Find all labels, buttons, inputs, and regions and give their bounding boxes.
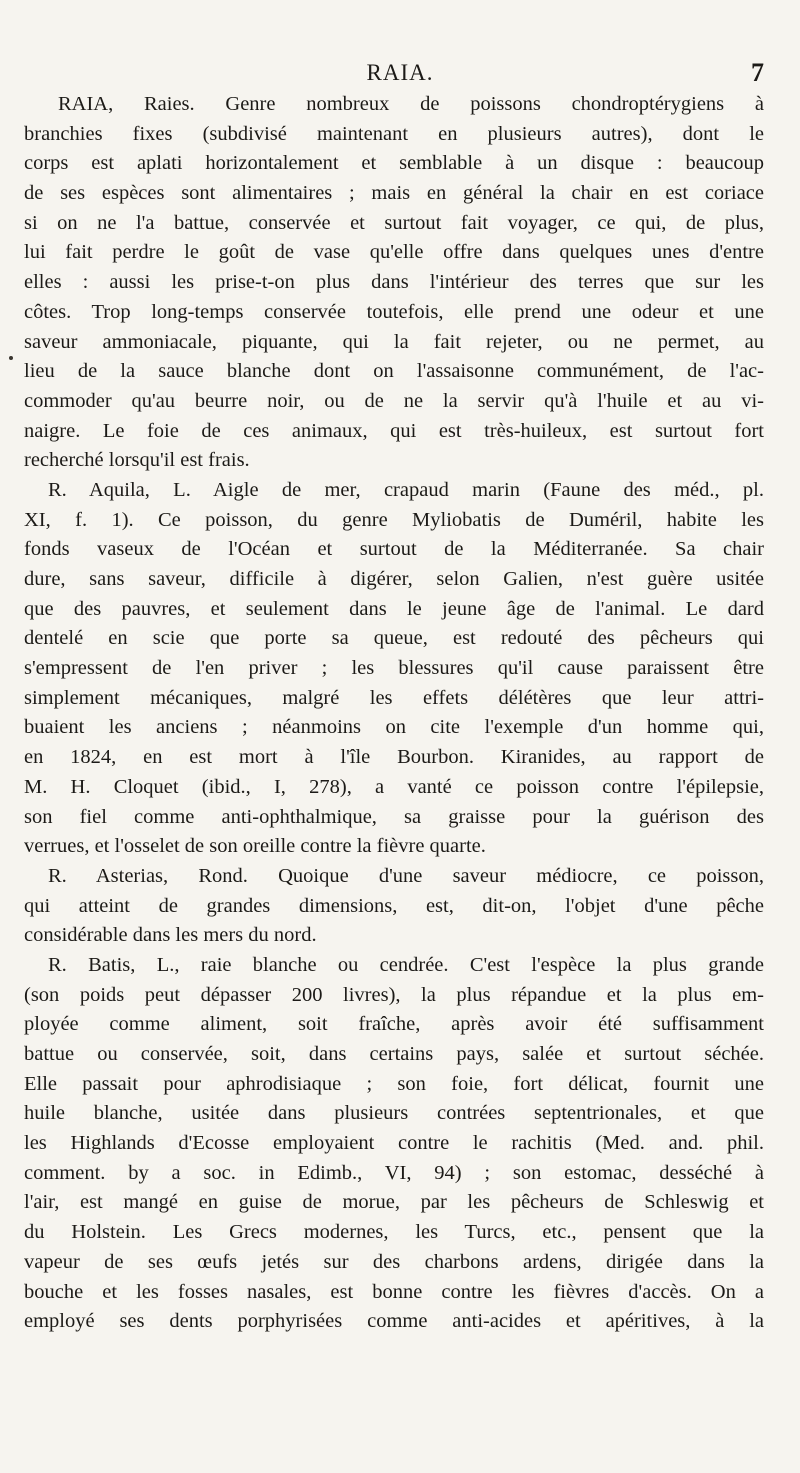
text-line: qui atteint de grandes dimensions, est, dit-on, l'objet d'une pêche xyxy=(24,894,764,917)
text-line: que des pauvres, et seulement dans le jeune âge de l'animal. Le dard xyxy=(24,597,764,620)
text-line: battue ou conservée, soit, dans certains pays, salée et surtout séchée. xyxy=(24,1043,764,1065)
text-line: son fiel comme anti-ophthalmique, sa graisse pour la guérison des xyxy=(24,805,764,828)
text-line: de ses espèces sont alimentaires ; mais en général la chair en est coriace xyxy=(24,182,764,205)
text-line: lui fait perdre le goût de vase qu'elle offre dans quelques unes d'entre xyxy=(24,241,764,264)
text-line: si on ne l'a battue, conservée et surtout fait voyager, ce qui, de plus, xyxy=(24,211,764,234)
text-line: les Highlands d'Ecosse employaient contre le rachitis (Med. and. phil. xyxy=(24,1132,764,1155)
text-line: buaient les anciens ; néanmoins on cite l'exemple d'un homme qui, xyxy=(24,716,764,739)
text-line: R. Batis, L., raie blanche ou cendrée. C'est l'espèce la plus grande xyxy=(48,953,764,976)
text-line: en 1824, en est mort à l'île Bourbon. Kiranides, au rapport de xyxy=(24,746,764,769)
text-line: s'empressent de l'en priver ; les blessures qu'il cause paraissent être xyxy=(24,657,764,680)
text-body xyxy=(24,90,764,1337)
entry-batis xyxy=(24,951,764,1337)
text-line: naigre. Le foie de ces animaux, qui est très-huileux, est surtout fort xyxy=(24,419,764,442)
text-line: recherché lorsqu'il est frais. xyxy=(24,449,250,472)
text-line: dentelé en scie que porte sa queue, est redouté des pêcheurs qui xyxy=(24,627,764,650)
text-line: vapeur de ses œufs jetés sur des charbons ardens, dirigée dans la xyxy=(24,1250,764,1273)
text-line: comment. by a soc. in Edimb., VI, 94) ; son estomac, desséché à xyxy=(24,1161,764,1184)
text-line: corps est aplati horizontalement et semblable à un disque : beaucoup xyxy=(24,152,764,175)
text-line: employé ses dents porphyrisées comme anti-acides et apéritives, à la xyxy=(24,1310,764,1333)
text-line: simplement mécaniques, malgré les effets délétères que leur attri- xyxy=(24,686,764,709)
text-line: ployée comme aliment, soit fraîche, après avoir été suffisamment xyxy=(24,1013,764,1036)
text-line: considérable dans les mers du nord. xyxy=(24,924,317,947)
text-line: elles : aussi les prise-t-on plus dans l'intérieur des terres que sur les xyxy=(24,271,764,294)
entry-aquila xyxy=(24,476,764,862)
running-title: RAIA. xyxy=(366,60,434,85)
page-number: 7 xyxy=(751,58,764,87)
text-line: (son poids peut dépasser 200 livres), la plus répandue et la plus em- xyxy=(24,983,764,1006)
text-line: Elle passait pour aphrodisiaque ; son foie, fort délicat, fournit une xyxy=(24,1072,764,1095)
text-line: XI, f. 1). Ce poisson, du genre Myliobatis de Duméril, habite les xyxy=(24,508,764,531)
text-line: lieu de la sauce blanche dont on l'assaisonne communément, de l'ac- xyxy=(24,360,764,383)
text-line: RAIA, Raies. Genre nombreux de poissons chondroptérygiens à xyxy=(58,93,764,115)
ink-speck xyxy=(9,356,13,360)
text-line: commoder qu'au beurre noir, ou de ne la servir qu'à l'huile et au vi- xyxy=(24,389,764,412)
text-line: l'air, est mangé en guise de morue, par les pêcheurs de Schleswig et xyxy=(24,1191,764,1214)
text-line: dure, sans saveur, difficile à digérer, selon Galien, n'est guère usitée xyxy=(24,568,764,590)
text-line: R. Aquila, L. Aigle de mer, crapaud marin (Faune des méd., pl. xyxy=(48,478,764,501)
text-line: M. H. Cloquet (ibid., I, 278), a vanté ce poisson contre l'épilepsie, xyxy=(24,775,764,798)
entry-raia xyxy=(24,90,764,476)
text-line: bouche et les fosses nasales, est bonne contre les fièvres d'accès. On a xyxy=(24,1280,764,1303)
text-line: fonds vaseux de l'Océan et surtout de la Méditerranée. Sa chair xyxy=(24,538,764,561)
text-line: R. Asterias, Rond. Quoique d'une saveur médiocre, ce poisson, xyxy=(48,864,764,887)
text-line: verrues, et l'osselet de son oreille contre la fièvre quarte. xyxy=(24,835,486,858)
text-line: branchies fixes (subdivisé maintenant en plusieurs autres), dont le xyxy=(24,122,764,145)
text-line: du Holstein. Les Grecs modernes, les Turcs, etc., pensent que la xyxy=(24,1221,764,1244)
text-line: saveur ammoniacale, piquante, qui la fait rejeter, ou ne permet, au xyxy=(24,330,764,353)
text-line: huile blanche, usitée dans plusieurs contrées septentrionales, et que xyxy=(24,1102,764,1125)
entry-asterias xyxy=(24,862,764,951)
text-line: côtes. Trop long-temps conservée toutefois, elle prend une odeur et une xyxy=(24,300,764,323)
running-head xyxy=(0,56,800,90)
